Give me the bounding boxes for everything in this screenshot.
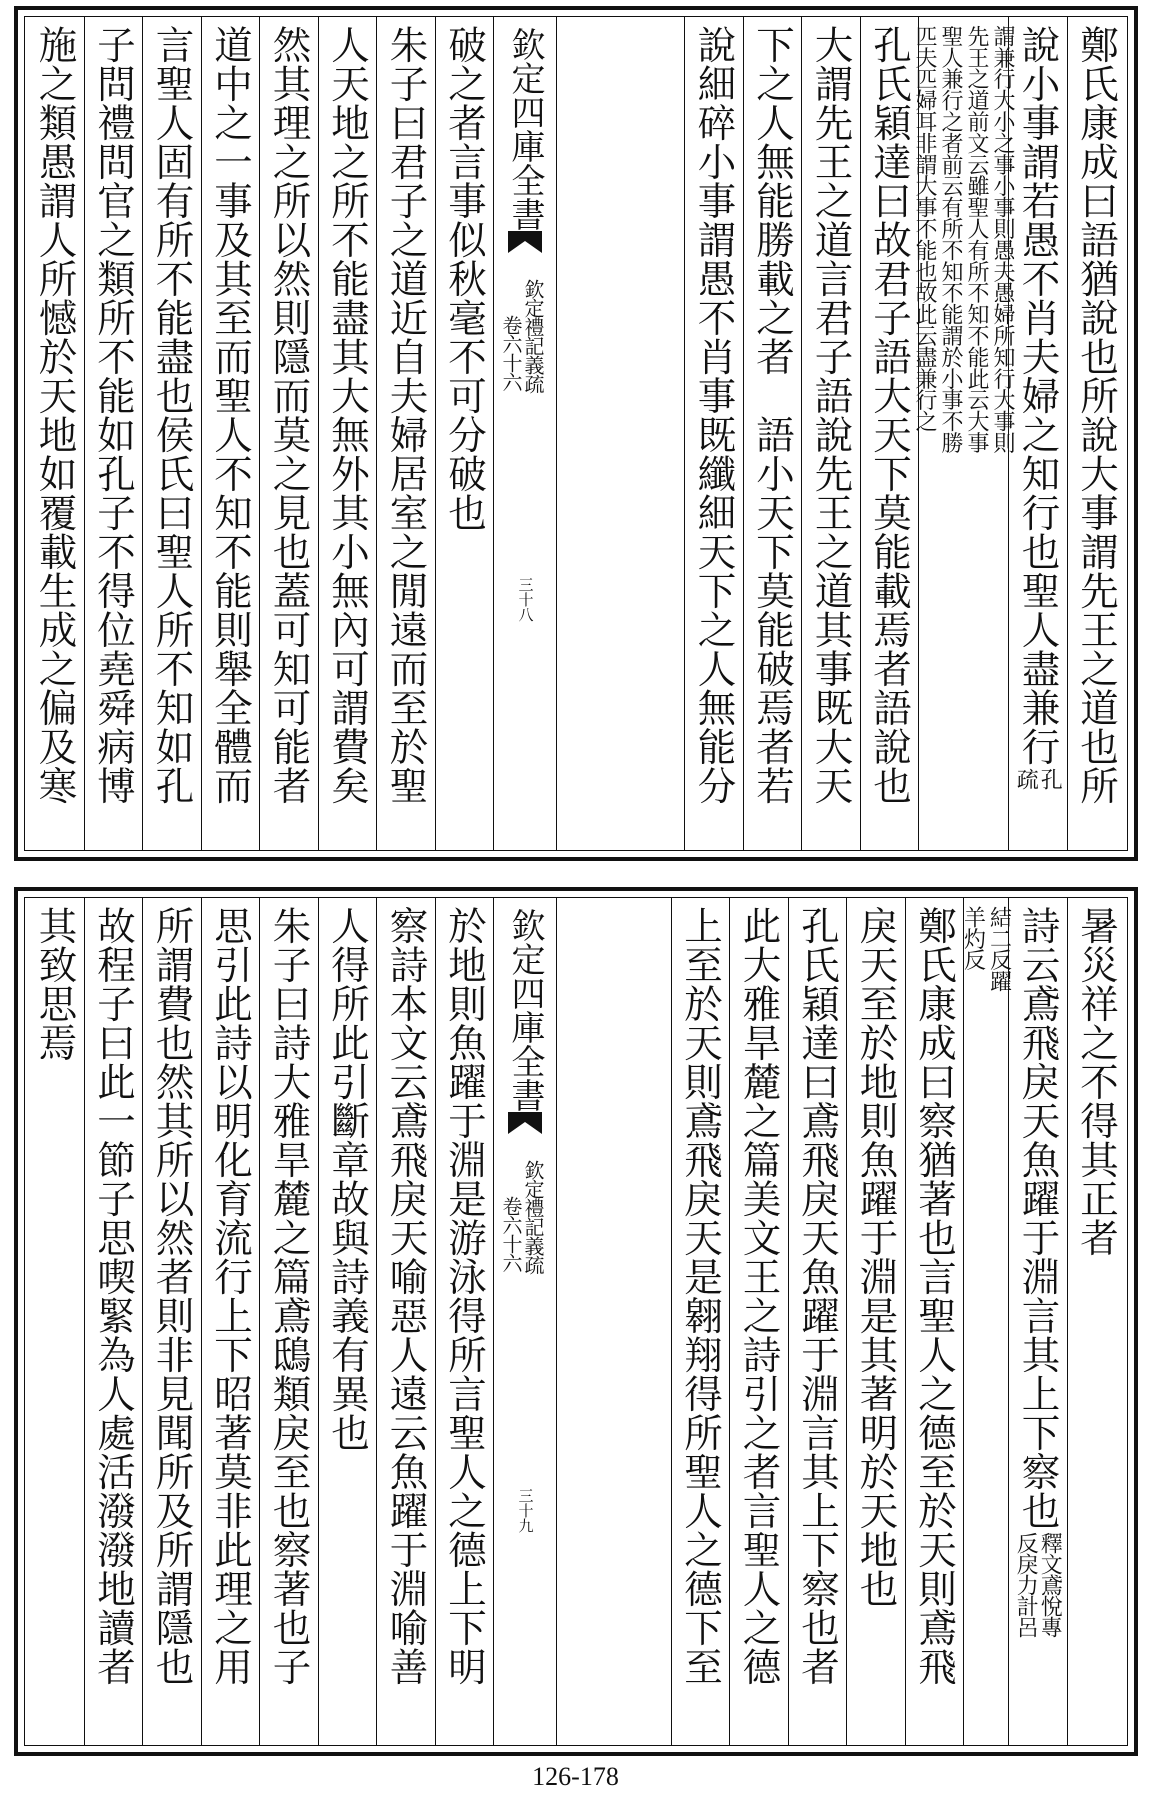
annotation-line: 孔 [1037,768,1063,789]
top-page-frame [24,16,1128,851]
text-column [788,906,847,1737]
sub-title: 欽定禮記義疏 [521,1160,545,1274]
column-text: 鄭氏康成曰察猶著也言聖人之德至於天則鳶飛 [912,906,957,1686]
page-footer-number: 126-178 [532,1762,619,1791]
annotation-line: 釋文鳶悅專 [1037,1532,1063,1637]
text-column [860,25,919,842]
column-text: 道中之一事及其至而聖人不知不能則舉全體而 [208,25,253,805]
column-text: 此大雅旱麓之篇美文王之詩引之者言聖人之德 [736,906,782,1686]
text-column [84,25,143,842]
leaf-number: 三十九 [516,1488,535,1533]
commentary-line: 先王之道前文云雖聖人有所不知不能此云大事 [964,25,989,454]
column-text: 所謂費也然其所以然者則非見聞所及所謂隱也 [149,906,195,1686]
commentary-line: 聖人兼行之者前云有所不知不能謂於小事不勝 [938,25,963,454]
commentary-line: 羊灼反 [960,906,986,971]
column-text: 人得所此引斷章故與詩義有異也 [325,906,370,1452]
text-column [259,25,318,842]
text-column [743,25,802,842]
column-text: 於地則魚躍于淵是游泳得所言聖人之德上下明 [442,906,487,1686]
column-text: 然其理之所以然則隱而莫之見也蓋可知可能者 [266,25,312,805]
column-text: 察詩本文云鳶飛戾天喻惡人遠云魚躍于淵喻善 [383,906,429,1686]
text-column [435,25,494,842]
text-column [25,906,84,1737]
column-text: 大謂先王之道言君子語說先王之道其事既大天 [808,25,854,805]
top-page [14,6,1138,861]
column-text: 鄭氏康成曰語猶說也所說大事謂先王之道也所 [1074,25,1119,805]
text-column [84,906,143,1737]
text-column [435,906,494,1737]
column-text: 暑災祥之不得其正者 [1074,906,1119,1257]
book-title: 欽定四庫全書 [505,908,545,1112]
text-column [376,25,435,842]
text-column [671,906,730,1737]
column-text: 上至於天則鳶飛戾天是翱翔得所聖人之德下至 [678,906,723,1686]
text-column [376,906,435,1737]
text-column [1067,906,1126,1737]
bottom-page [14,887,1138,1756]
commentary-notes [962,906,1010,1737]
column-text: 施之類愚謂人所憾於天地如覆載生成之偏及寒 [32,25,78,805]
column-text: 子問禮問官之類所不能如孔子不得位堯舜病博 [91,25,136,805]
text-column [142,906,201,1737]
text-column [25,25,84,842]
column-text: 人天地之所不能盡其大無外其小無內可謂費矣 [325,25,370,805]
column-text: 言聖人固有所不能盡也侯氏曰聖人所不知如孔 [149,25,195,805]
text-column [1008,906,1067,1737]
sub-title: 欽定禮記義疏 [521,279,545,393]
commentary-line: 結二反躍 [986,906,1012,992]
commentary-line: 謂兼行大小之事小事則愚夫愚婦所知行大事則 [990,25,1015,454]
column-text: 說細碎小事謂愚不肖事既纖細天下之人無能分 [691,25,737,805]
fishtail-mark [508,231,542,253]
text-column [1008,25,1067,842]
leaf-number: 三十八 [516,577,535,622]
annotation-line: 反戾力計呂 [1013,1532,1039,1637]
annotation-line: 疏 [1013,768,1039,789]
bottom-page-frame [24,897,1128,1746]
column-text: 戾天至於地則魚躍于淵是其著明於天地也 [853,906,899,1608]
text-column [142,25,201,842]
text-column [905,906,964,1737]
column-text: 朱子曰君子之道近自夫婦居室之閒遠而至於聖 [383,25,429,805]
volume-label: 卷六十六 [499,315,523,391]
commentary-notes [913,25,1013,842]
inline-annotation [1013,1532,1063,1637]
inline-annotation [1013,768,1063,789]
book-title: 欽定四庫全書 [505,27,545,231]
text-column [201,906,260,1737]
text-column [912,25,1015,842]
column-text: 下之人無能勝載之者 語小天下莫能破焉者若 [750,25,795,805]
text-column [846,906,905,1737]
column-text: 孔氏穎達曰故君子語大天下莫能載焉者語說也 [867,25,912,805]
column-text: 破之者言事似秋毫不可分破也 [442,25,487,532]
fishtail-mark [508,1112,542,1134]
text-column [259,906,318,1737]
column-text: 說小事謂若愚不肖夫婦之知行也聖人盡兼行 [1015,25,1061,766]
column-text: 其致思焉 [32,906,78,1062]
top-center-column [493,17,557,850]
text-column [201,25,260,842]
volume-label: 卷六十六 [499,1196,523,1272]
text-column [1067,25,1126,842]
text-column [729,906,788,1737]
text-column [801,25,860,842]
column-text: 思引此詩以明化育流行上下昭著莫非此理之用 [208,906,253,1686]
text-column [684,25,743,842]
text-column [318,906,377,1737]
column-text: 詩云鳶飛戾天魚躍于淵言其上下察也 [1015,906,1061,1530]
commentary-line: 匹夫匹婦耳非謂大事不能也故此云盡兼行之 [912,25,937,432]
column-text: 故程子曰此一節子思喫緊為人處活潑潑地讀者 [91,906,136,1686]
column-text: 孔氏穎達曰鳶飛戾天魚躍于淵言其上下察也者 [795,906,840,1686]
text-column [956,906,1015,1737]
column-text: 朱子曰詩大雅旱麓之篇鳶鴟類戾至也察著也子 [266,906,312,1686]
text-column [318,25,377,842]
bottom-center-column [493,898,557,1745]
